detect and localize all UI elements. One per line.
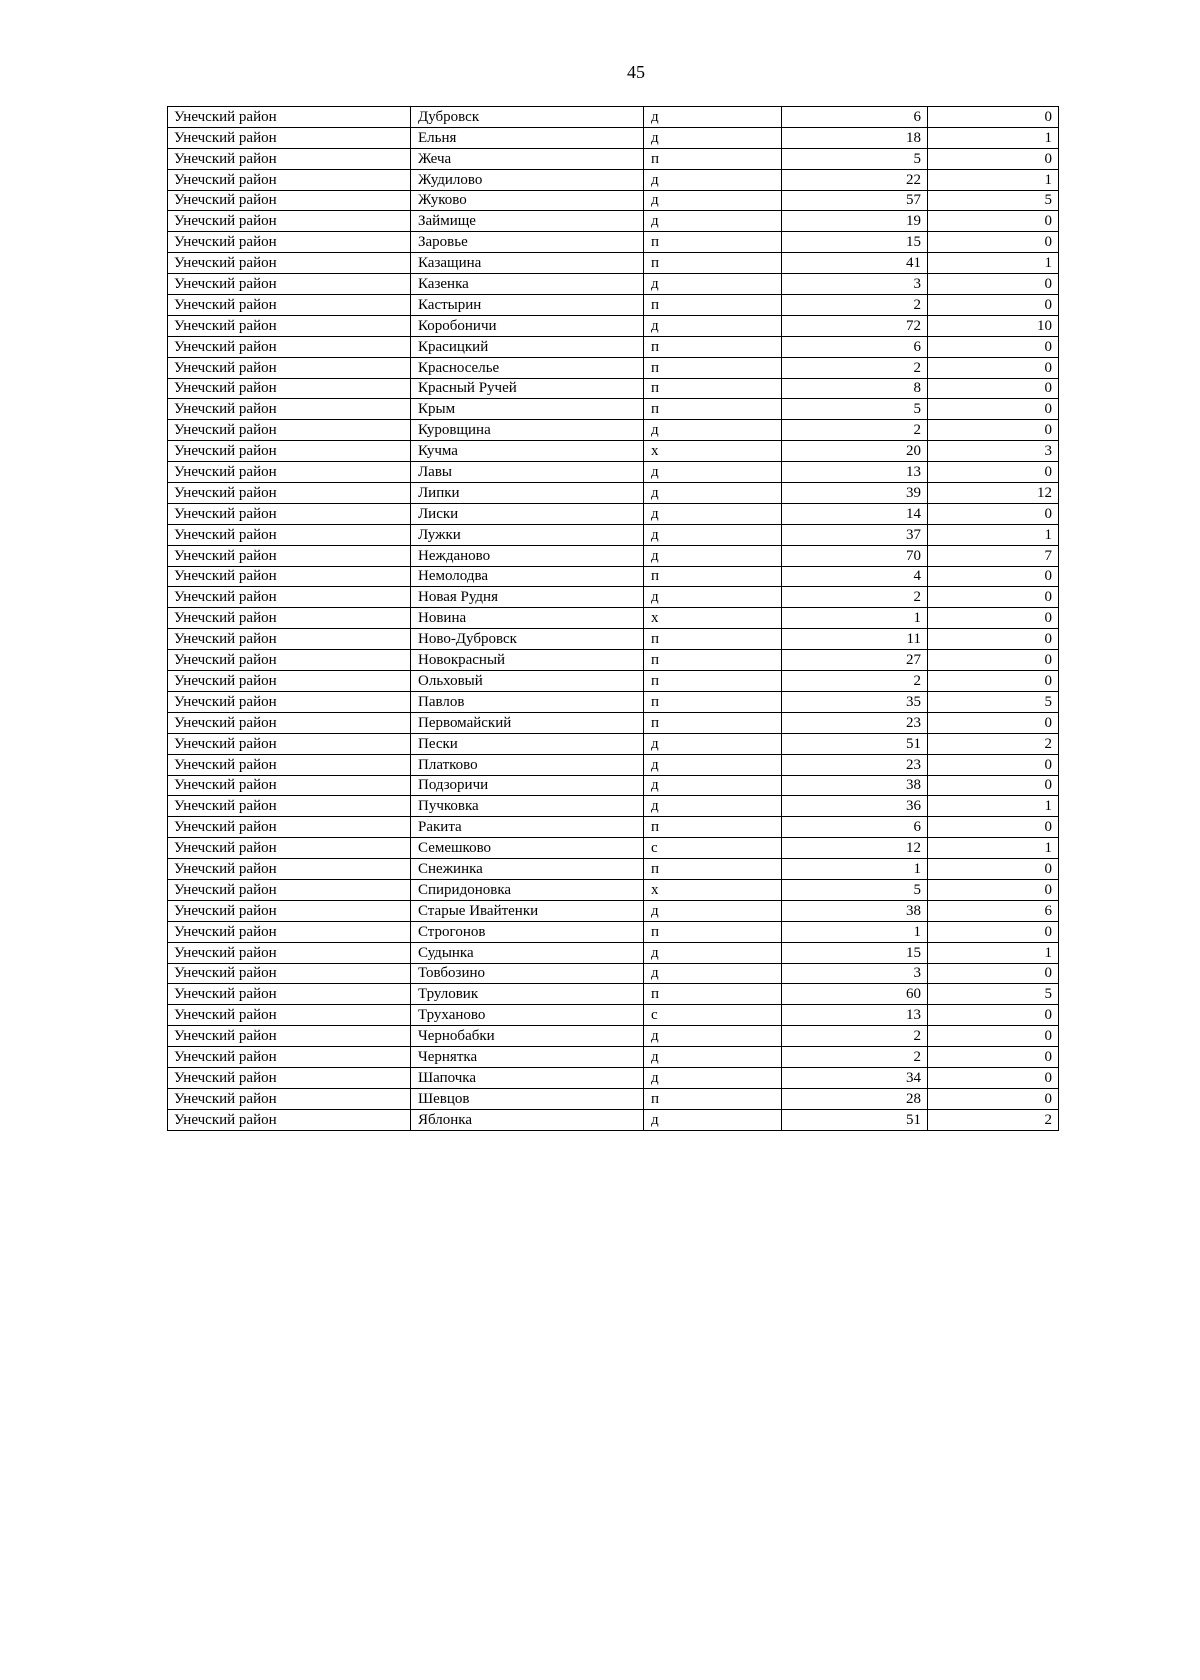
district-cell: Унечский район [168,441,411,462]
count-a-cell: 1 [782,608,928,629]
table-row [168,336,1059,357]
settlement-type-cell: д [644,503,782,524]
count-a-cell: 1 [782,859,928,880]
count-a-cell: 1 [782,921,928,942]
count-a-cell: 2 [782,357,928,378]
count-b-cell: 1 [928,796,1059,817]
table-row [168,650,1059,671]
district-cell: Унечский район [168,274,411,295]
count-a-cell: 38 [782,900,928,921]
count-a-cell: 51 [782,1109,928,1130]
settlement-type-cell: п [644,691,782,712]
count-a-cell: 34 [782,1067,928,1088]
count-a-cell: 8 [782,378,928,399]
settlement-name-cell: Труловик [411,984,644,1005]
district-cell: Унечский район [168,399,411,420]
settlement-name-cell: Лиски [411,503,644,524]
settlement-name-cell: Семешково [411,838,644,859]
count-b-cell: 0 [928,921,1059,942]
settlement-name-cell: Ракита [411,817,644,838]
settlement-type-cell: д [644,754,782,775]
table-row [168,712,1059,733]
count-a-cell: 20 [782,441,928,462]
district-cell: Унечский район [168,691,411,712]
district-cell: Унечский район [168,190,411,211]
count-a-cell: 6 [782,336,928,357]
count-b-cell: 0 [928,148,1059,169]
district-cell: Унечский район [168,754,411,775]
count-a-cell: 3 [782,963,928,984]
settlement-type-cell: д [644,190,782,211]
settlement-name-cell: Лавы [411,462,644,483]
settlement-type-cell: п [644,566,782,587]
count-a-cell: 23 [782,754,928,775]
table-row [168,211,1059,232]
table-row [168,963,1059,984]
count-b-cell: 0 [928,378,1059,399]
settlement-name-cell: Жудилово [411,169,644,190]
count-a-cell: 70 [782,545,928,566]
count-b-cell: 1 [928,524,1059,545]
district-cell: Унечский район [168,879,411,900]
table-row [168,462,1059,483]
settlement-name-cell: Новокрасный [411,650,644,671]
count-a-cell: 11 [782,629,928,650]
count-b-cell: 0 [928,859,1059,880]
count-b-cell: 7 [928,545,1059,566]
table-row [168,148,1059,169]
district-cell: Унечский район [168,211,411,232]
count-b-cell: 0 [928,462,1059,483]
table-row [168,420,1059,441]
count-a-cell: 5 [782,399,928,420]
settlement-name-cell: Нежданово [411,545,644,566]
settlement-name-cell: Казенка [411,274,644,295]
settlement-name-cell: Чернобабки [411,1026,644,1047]
district-cell: Унечский район [168,462,411,483]
count-b-cell: 0 [928,399,1059,420]
table-row [168,817,1059,838]
count-b-cell: 0 [928,1088,1059,1109]
district-cell: Унечский район [168,232,411,253]
settlement-type-cell: д [644,1026,782,1047]
district-cell: Унечский район [168,483,411,504]
count-a-cell: 2 [782,1047,928,1068]
count-b-cell: 0 [928,775,1059,796]
table-row [168,1109,1059,1130]
settlement-type-cell: п [644,671,782,692]
count-a-cell: 2 [782,295,928,316]
settlement-type-cell: п [644,357,782,378]
count-a-cell: 72 [782,315,928,336]
table-row [168,524,1059,545]
settlement-type-cell: д [644,1047,782,1068]
settlement-type-cell: п [644,859,782,880]
table-row [168,1088,1059,1109]
settlement-name-cell: Красный Ручей [411,378,644,399]
count-a-cell: 5 [782,879,928,900]
count-b-cell: 6 [928,900,1059,921]
district-cell: Унечский район [168,587,411,608]
count-a-cell: 60 [782,984,928,1005]
table-row [168,399,1059,420]
settlement-type-cell: д [644,483,782,504]
count-a-cell: 51 [782,733,928,754]
settlement-name-cell: Крым [411,399,644,420]
district-cell: Унечский район [168,1005,411,1026]
count-a-cell: 18 [782,127,928,148]
table-row [168,608,1059,629]
count-a-cell: 15 [782,232,928,253]
count-b-cell: 10 [928,315,1059,336]
table-row [168,315,1059,336]
table-row [168,483,1059,504]
settlement-type-cell: п [644,148,782,169]
settlement-type-cell: д [644,315,782,336]
settlement-name-cell: Кучма [411,441,644,462]
settlement-name-cell: Старые Ивайтенки [411,900,644,921]
district-cell: Унечский район [168,712,411,733]
settlement-type-cell: д [644,107,782,128]
settlement-type-cell: х [644,608,782,629]
count-b-cell: 0 [928,671,1059,692]
table-row [168,545,1059,566]
settlement-type-cell: д [644,1067,782,1088]
count-b-cell: 0 [928,587,1059,608]
count-a-cell: 2 [782,587,928,608]
settlement-name-cell: Подзоричи [411,775,644,796]
count-b-cell: 0 [928,1005,1059,1026]
table-row [168,838,1059,859]
district-cell: Унечский район [168,1047,411,1068]
count-a-cell: 23 [782,712,928,733]
count-b-cell: 0 [928,503,1059,524]
table-row [168,921,1059,942]
count-b-cell: 1 [928,838,1059,859]
settlement-name-cell: Труханово [411,1005,644,1026]
district-cell: Унечский район [168,608,411,629]
district-cell: Унечский район [168,295,411,316]
settlement-name-cell: Пески [411,733,644,754]
count-a-cell: 4 [782,566,928,587]
settlement-type-cell: д [644,420,782,441]
district-cell: Унечский район [168,1067,411,1088]
settlement-type-cell: п [644,253,782,274]
count-b-cell: 2 [928,733,1059,754]
table-row [168,691,1059,712]
district-cell: Унечский район [168,671,411,692]
count-b-cell: 1 [928,942,1059,963]
table-row [168,796,1059,817]
district-cell: Унечский район [168,1088,411,1109]
count-b-cell: 0 [928,963,1059,984]
settlement-name-cell: Яблонка [411,1109,644,1130]
settlement-name-cell: Судынка [411,942,644,963]
district-cell: Унечский район [168,1026,411,1047]
settlement-name-cell: Жеча [411,148,644,169]
settlement-name-cell: Первомайский [411,712,644,733]
count-a-cell: 37 [782,524,928,545]
count-b-cell: 12 [928,483,1059,504]
count-a-cell: 5 [782,148,928,169]
count-b-cell: 1 [928,169,1059,190]
count-b-cell: 1 [928,253,1059,274]
settlement-type-cell: п [644,232,782,253]
count-b-cell: 0 [928,712,1059,733]
settlement-name-cell: Кастырин [411,295,644,316]
settlement-name-cell: Чернятка [411,1047,644,1068]
count-b-cell: 0 [928,420,1059,441]
settlement-type-cell: д [644,1109,782,1130]
settlement-type-cell: п [644,650,782,671]
district-cell: Унечский район [168,733,411,754]
count-b-cell: 0 [928,1026,1059,1047]
count-b-cell: 0 [928,608,1059,629]
district-cell: Унечский район [168,545,411,566]
settlement-type-cell: д [644,942,782,963]
district-cell: Унечский район [168,796,411,817]
count-b-cell: 0 [928,754,1059,775]
settlement-type-cell: х [644,441,782,462]
count-b-cell: 0 [928,879,1059,900]
table-row [168,859,1059,880]
table-row [168,253,1059,274]
count-b-cell: 0 [928,295,1059,316]
district-cell: Унечский район [168,900,411,921]
count-a-cell: 6 [782,107,928,128]
district-cell: Унечский район [168,378,411,399]
count-b-cell: 5 [928,691,1059,712]
page-number: 45 [627,62,645,82]
table-row [168,775,1059,796]
count-b-cell: 0 [928,211,1059,232]
settlement-type-cell: д [644,169,782,190]
settlement-type-cell: с [644,1005,782,1026]
table-row [168,378,1059,399]
count-a-cell: 27 [782,650,928,671]
district-cell: Унечский район [168,127,411,148]
settlement-type-cell: д [644,796,782,817]
district-cell: Унечский район [168,107,411,128]
settlement-name-cell: Займище [411,211,644,232]
district-cell: Унечский район [168,420,411,441]
count-a-cell: 2 [782,1026,928,1047]
settlement-name-cell: Ельня [411,127,644,148]
settlement-name-cell: Снежинка [411,859,644,880]
settlement-type-cell: д [644,733,782,754]
count-b-cell: 5 [928,984,1059,1005]
settlement-name-cell: Лужки [411,524,644,545]
table-row [168,1026,1059,1047]
table-row [168,127,1059,148]
district-cell: Унечский район [168,336,411,357]
settlement-name-cell: Заровье [411,232,644,253]
settlement-type-cell: д [644,963,782,984]
district-cell: Унечский район [168,921,411,942]
table-row [168,984,1059,1005]
table-row [168,503,1059,524]
table-row [168,1005,1059,1026]
count-b-cell: 0 [928,629,1059,650]
settlement-type-cell: д [644,900,782,921]
table-row [168,671,1059,692]
district-cell: Унечский район [168,775,411,796]
settlement-type-cell: п [644,1088,782,1109]
district-cell: Унечский район [168,253,411,274]
settlement-type-cell: п [644,629,782,650]
settlement-name-cell: Строгонов [411,921,644,942]
table-row [168,629,1059,650]
count-b-cell: 0 [928,566,1059,587]
count-a-cell: 13 [782,1005,928,1026]
settlement-name-cell: Платково [411,754,644,775]
table-row [168,754,1059,775]
settlement-name-cell: Шапочка [411,1067,644,1088]
settlement-type-cell: д [644,545,782,566]
settlement-type-cell: х [644,879,782,900]
district-cell: Унечский район [168,357,411,378]
count-a-cell: 6 [782,817,928,838]
count-b-cell: 0 [928,232,1059,253]
count-b-cell: 0 [928,1067,1059,1088]
table-row [168,942,1059,963]
settlement-name-cell: Павлов [411,691,644,712]
count-a-cell: 19 [782,211,928,232]
table-row [168,169,1059,190]
table-row [168,441,1059,462]
settlement-name-cell: Куровщина [411,420,644,441]
settlement-type-cell: д [644,587,782,608]
settlement-type-cell: п [644,817,782,838]
settlement-name-cell: Новина [411,608,644,629]
settlement-name-cell: Ольховый [411,671,644,692]
count-a-cell: 15 [782,942,928,963]
count-a-cell: 12 [782,838,928,859]
count-b-cell: 0 [928,274,1059,295]
table-row [168,274,1059,295]
count-b-cell: 0 [928,1047,1059,1068]
table-row [168,1067,1059,1088]
table-row [168,587,1059,608]
count-b-cell: 3 [928,441,1059,462]
table-row [168,733,1059,754]
count-a-cell: 57 [782,190,928,211]
settlement-type-cell: п [644,984,782,1005]
settlement-name-cell: Липки [411,483,644,504]
table-row [168,879,1059,900]
district-cell: Унечский район [168,859,411,880]
settlement-type-cell: д [644,524,782,545]
settlement-name-cell: Ново-Дубровск [411,629,644,650]
settlement-type-cell: п [644,399,782,420]
settlement-type-cell: д [644,211,782,232]
settlement-name-cell: Пучковка [411,796,644,817]
settlement-type-cell: д [644,127,782,148]
settlement-name-cell: Жуково [411,190,644,211]
count-a-cell: 38 [782,775,928,796]
settlement-name-cell: Дубровск [411,107,644,128]
count-a-cell: 35 [782,691,928,712]
district-cell: Унечский район [168,524,411,545]
count-b-cell: 2 [928,1109,1059,1130]
table-row [168,190,1059,211]
district-cell: Унечский район [168,817,411,838]
count-b-cell: 0 [928,817,1059,838]
count-b-cell: 0 [928,357,1059,378]
count-a-cell: 3 [782,274,928,295]
district-cell: Унечский район [168,838,411,859]
table-row [168,900,1059,921]
settlement-name-cell: Красицкий [411,336,644,357]
count-a-cell: 22 [782,169,928,190]
district-cell: Унечский район [168,942,411,963]
settlement-type-cell: п [644,921,782,942]
district-cell: Унечский район [168,1109,411,1130]
settlement-name-cell: Коробоничи [411,315,644,336]
settlement-type-cell: д [644,462,782,483]
settlement-name-cell: Спиридоновка [411,879,644,900]
table-body [168,107,1059,1131]
count-a-cell: 28 [782,1088,928,1109]
count-b-cell: 5 [928,190,1059,211]
count-a-cell: 39 [782,483,928,504]
district-cell: Унечский район [168,984,411,1005]
settlement-name-cell: Казащина [411,253,644,274]
settlement-type-cell: д [644,274,782,295]
count-b-cell: 0 [928,650,1059,671]
table-row [168,566,1059,587]
count-b-cell: 0 [928,336,1059,357]
count-a-cell: 13 [782,462,928,483]
settlement-name-cell: Немолодва [411,566,644,587]
settlement-name-cell: Товбозино [411,963,644,984]
district-cell: Унечский район [168,963,411,984]
settlement-type-cell: с [644,838,782,859]
count-b-cell: 1 [928,127,1059,148]
district-cell: Унечский район [168,169,411,190]
district-cell: Унечский район [168,148,411,169]
settlement-name-cell: Красноселье [411,357,644,378]
district-cell: Унечский район [168,315,411,336]
settlement-type-cell: п [644,378,782,399]
table-row [168,357,1059,378]
count-a-cell: 41 [782,253,928,274]
count-a-cell: 14 [782,503,928,524]
table-row [168,232,1059,253]
settlement-name-cell: Новая Рудня [411,587,644,608]
count-a-cell: 2 [782,420,928,441]
district-cell: Унечский район [168,629,411,650]
count-b-cell: 0 [928,107,1059,128]
district-cell: Унечский район [168,566,411,587]
settlement-type-cell: д [644,775,782,796]
settlement-name-cell: Шевцов [411,1088,644,1109]
count-a-cell: 2 [782,671,928,692]
table-row [168,295,1059,316]
district-cell: Унечский район [168,503,411,524]
table-row [168,1047,1059,1068]
settlement-type-cell: п [644,336,782,357]
count-a-cell: 36 [782,796,928,817]
settlement-table [167,106,1059,1131]
settlement-type-cell: п [644,295,782,316]
settlement-type-cell: п [644,712,782,733]
district-cell: Унечский район [168,650,411,671]
table-row [168,107,1059,128]
